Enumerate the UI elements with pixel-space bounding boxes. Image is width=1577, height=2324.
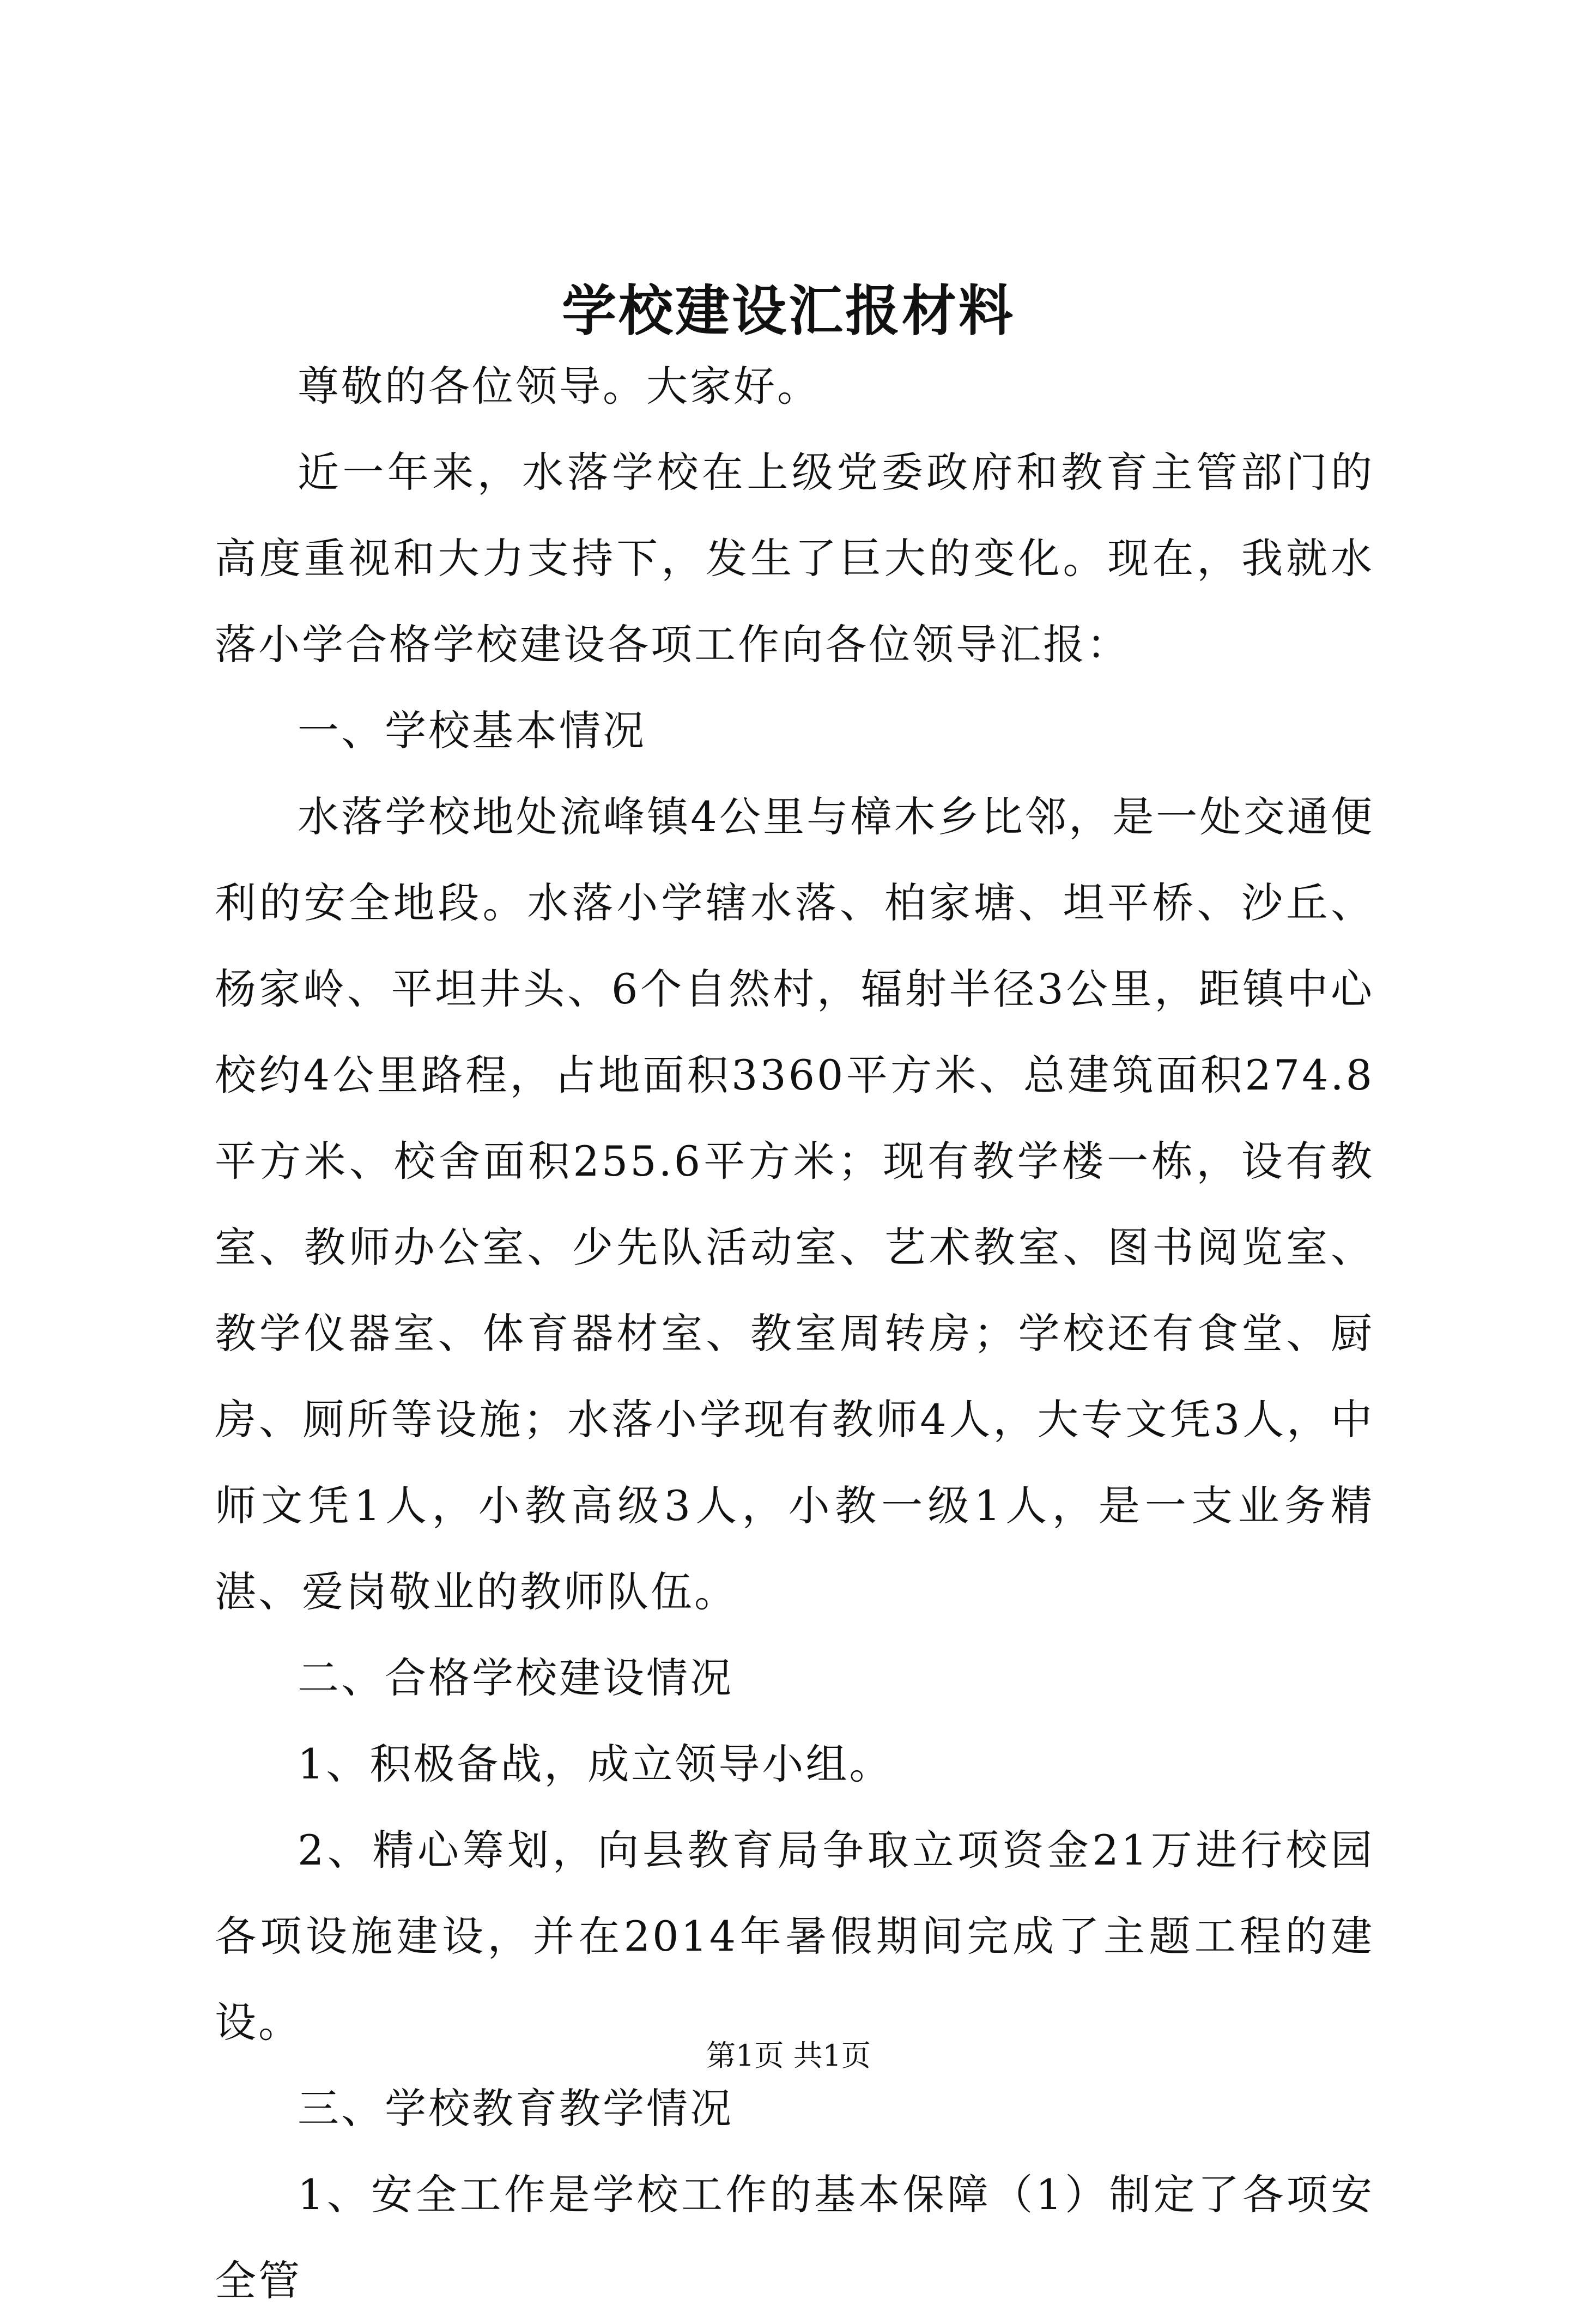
paragraph-intro: 近一年来，水落学校在上级党委政府和教育主管部门的高度重视和大力支持下，发生了巨大的变化。现在，我就水落小学合格学校建设各项工作向各位领导汇报： bbox=[215, 448, 1374, 669]
paragraph-teaching-item-1: 1、安全工作是学校工作的基本保障（1）制定了各项安全管 bbox=[215, 2170, 1374, 2305]
paragraph-greeting: 尊敬的各位领导。大家好。 bbox=[298, 362, 821, 410]
document-title: 学校建设汇报材料 bbox=[562, 279, 1015, 343]
section-heading-construction: 二、合格学校建设情况 bbox=[298, 1654, 733, 1702]
paragraph-construction-item-1: 1、积极备战，成立领导小组。 bbox=[298, 1740, 893, 1788]
section-heading-basic-info: 一、学校基本情况 bbox=[298, 706, 646, 755]
page-footer: 第1页 共1页 bbox=[706, 2038, 871, 2073]
document-body bbox=[215, 343, 1374, 2324]
paragraph-construction-item-2: 2、精心筹划，向县教育局争取立项资金21万进行校园各项设施建设，并在2014年暑假期间完成了主题工程的建设。 bbox=[215, 1826, 1374, 2047]
section-heading-teaching: 三、学校教育教学情况 bbox=[298, 2084, 733, 2133]
paragraph-basic-info: 水落学校地处流峰镇4公里与樟木乡比邻，是一处交通便利的安全地段。水落小学辖水落、柏家塘、坦平桥、沙丘、杨家岭、平坦井头、6个自然村，辐射半径3公里，距镇中心校约4公里路程，占地面积3360平方米、总建筑面积274.8平方米、校舍面积255.6平方米；现有教学楼一栋，设有教室、教师办公室、少先队活动室、艺术教室、图书阅览室、教学仪器室、体育器材室、教室周转房；学校还有食堂、厨房、厕所等设施；水落小学现有教师4人，大专文凭3人，中师文凭1人，小教高级3人，小教一级1人，是一支业务精湛、爱岗敬业的教师队伍。 bbox=[215, 792, 1374, 1616]
